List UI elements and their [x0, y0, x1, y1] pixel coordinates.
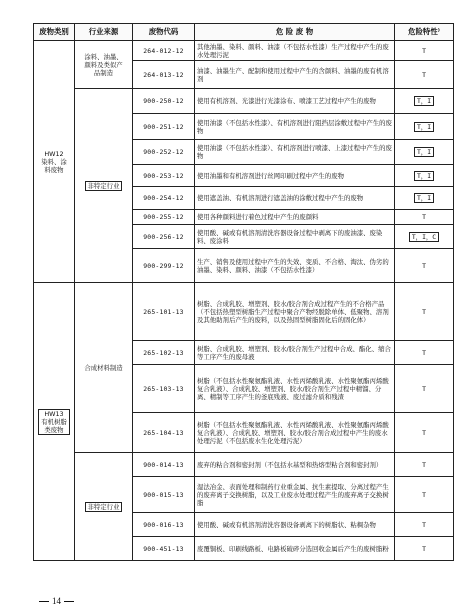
header-waste-code: 废物代码 — [133, 24, 195, 41]
waste-code: 900-451-13 — [133, 537, 195, 561]
hazard-characteristic: T — [395, 453, 454, 477]
waste-code: 900-016-13 — [133, 513, 195, 537]
waste-description: 其他油墨、染料、颜料、油漆（不包括水性漆）生产过程中产生的废水处理污泥 — [195, 41, 395, 61]
page-footer — [36, 596, 77, 606]
table-row — [34, 283, 454, 341]
footer-left-dash — [39, 601, 49, 602]
hazard-characteristic: T — [395, 61, 454, 89]
hazard-characteristic: T — [395, 537, 454, 561]
waste-code: 900-254-12 — [133, 187, 195, 210]
waste-code: 900-299-12 — [133, 249, 195, 283]
waste-code: 900-252-12 — [133, 140, 195, 165]
waste-code: 900-255-12 — [133, 210, 195, 225]
waste-description: 树脂（不包括水性聚氨酯乳液、水性丙烯酸乳液、水性聚氨酯丙烯酸复合乳液）、合成乳胶、增塑剂、胶水/胶合剂合成过程中产生的废水处理污泥（不包括废水生化处理污泥） — [195, 413, 395, 453]
header-industry-source: 行业来源 — [75, 24, 133, 41]
waste-code: 900-015-13 — [133, 477, 195, 513]
source-non-specific-industry: 非特定行业 — [75, 453, 133, 561]
waste-description: 使用酸、碱或有机溶剂清洗容器设备过程中剥离下的废油漆、废染料、废涂料 — [195, 225, 395, 249]
hazard-characteristic: T — [395, 513, 454, 537]
hazardous-waste-table — [33, 23, 454, 561]
waste-description: 使用油墨和有机溶剂进行丝网印刷过程中产生的废物 — [195, 165, 395, 187]
header-hazard-characteristic: 危险特性⁾ — [395, 24, 454, 41]
table-row — [34, 41, 454, 61]
source-coatings-manufacturing: 涂料、油墨、 颜料及类似产 品制造 — [75, 41, 133, 89]
waste-code: 265-101-13 — [133, 283, 195, 341]
source-synthetic-materials-manufacturing: 合成材料制造 — [75, 283, 133, 453]
header-category: 废物类别 — [34, 24, 75, 41]
waste-description: 油漆、油墨生产、配制和使用过程中产生的含颜料、油墨的废有机溶剂 — [195, 61, 395, 89]
hazard-characteristic: T，I — [395, 89, 454, 114]
hazard-characteristic: T — [395, 283, 454, 341]
header-hazardous-waste: 危 险 废 物 — [195, 24, 395, 41]
hazard-characteristic: T — [395, 41, 454, 61]
waste-code: 264-012-12 — [133, 41, 195, 61]
waste-description: 生产、销售及使用过程中产生的失效、变质、不合格、淘汰、伪劣的油墨、染料、颜料、油漆（不包括水性漆） — [195, 249, 395, 283]
waste-description: 使用油漆（不包括水性漆）、有机溶剂进行喷漆、上漆过程中产生的废物 — [195, 140, 395, 165]
waste-description: 使用各种颜料进行着色过程中产生的废颜料 — [195, 210, 395, 225]
waste-code: 900-251-12 — [133, 114, 195, 140]
waste-code: 900-014-13 — [133, 453, 195, 477]
waste-description: 使用油漆（不包括水性漆）、有机溶剂进行阻挡层涂敷过程中产生的废物 — [195, 114, 395, 140]
waste-code: 900-253-12 — [133, 165, 195, 187]
hazard-characteristic: T — [395, 249, 454, 283]
hazard-characteristic: T，I，C — [395, 225, 454, 249]
waste-description: 使用遮盖油、有机溶剂进行遮盖油的涂敷过程中产生的废物 — [195, 187, 395, 210]
hazard-characteristic: T，I — [395, 114, 454, 140]
hazard-characteristic: T — [395, 341, 454, 365]
waste-description: 树脂、合成乳胶、增塑剂、胶水/胶合剂合成过程产生的不合格产品（不包括热塑型树脂生产过程中聚合产物经脱除单体、低聚物、溶剂及其他助剂后产生的废料，以及热固型树脂固化后的固化体） — [195, 283, 395, 341]
hazard-characteristic: T — [395, 477, 454, 513]
waste-code: 900-250-12 — [133, 89, 195, 114]
waste-code: 265-103-13 — [133, 365, 195, 413]
category-hw13: HW13 有机树脂 类废物 — [34, 283, 75, 561]
waste-description: 废覆铜板、印刷线路板、电路板破碎分选回收金属后产生的废树脂粉 — [195, 537, 395, 561]
hazard-characteristic: T，I — [395, 187, 454, 210]
waste-description: 树脂、合成乳胶、增塑剂、胶水/胶合剂生产过程中合成、酯化、缩合等工序产生的废母液 — [195, 341, 395, 365]
hazard-characteristic: T — [395, 365, 454, 413]
category-hw12: HW12 染料、涂 料废物 — [34, 41, 75, 283]
footer-right-dash — [64, 601, 74, 602]
source-non-specific-industry: 非特定行业 — [75, 89, 133, 283]
table-header-row — [34, 24, 454, 41]
waste-description: 废弃的粘合剂和密封剂（不包括水基型和热熔型粘合剂和密封剂） — [195, 453, 395, 477]
hazard-characteristic: T — [395, 210, 454, 225]
waste-code: 900-256-12 — [133, 225, 195, 249]
hazard-characteristic: T，I — [395, 165, 454, 187]
waste-description: 湿法冶金、表面处理和制药行业重金属、抗生素提取、分离过程产生的废弃离子交换树脂，以及工业废水处理过程产生的废弃离子交换树脂 — [195, 477, 395, 513]
waste-code: 265-102-13 — [133, 341, 195, 365]
page-number: 14 — [52, 596, 61, 606]
waste-description: 使用酸、碱或有机溶剂清洗容器设备剥离下的树脂状、粘稠杂物 — [195, 513, 395, 537]
waste-code: 265-104-13 — [133, 413, 195, 453]
waste-code: 264-013-12 — [133, 61, 195, 89]
table-row — [34, 453, 454, 477]
hazard-characteristic: T，I — [395, 140, 454, 165]
waste-description: 树脂（不包括水性聚氨酯乳液、水性丙烯酸乳液、水性聚氨酯丙烯酸复合乳液）、合成乳胶、增塑剂、胶水/胶合剂生产过程中精馏、分离、精制等工序产生的釜底残液、废过滤介质和残渣 — [195, 365, 395, 413]
waste-description: 使用有机溶剂、光漆进行光漆涂布、喷漆工艺过程中产生的废物 — [195, 89, 395, 114]
table-row — [34, 89, 454, 114]
hazard-characteristic: T — [395, 413, 454, 453]
